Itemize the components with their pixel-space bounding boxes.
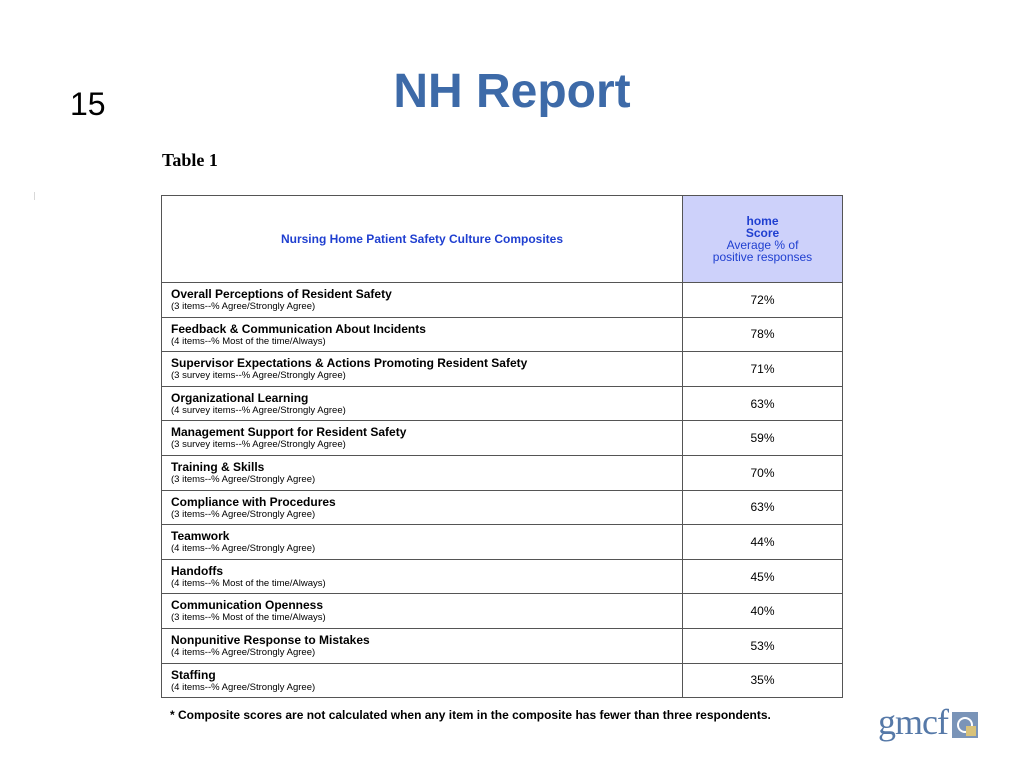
composite-score: 70% — [683, 455, 843, 490]
table-row — [162, 283, 843, 318]
composite-cell — [162, 663, 683, 698]
decorative-mark — [34, 192, 35, 200]
composite-items: (3 survey items--% Agree/Strongly Agree) — [171, 439, 346, 451]
composite-score: 40% — [683, 594, 843, 629]
table-row — [162, 317, 843, 352]
composite-items: (3 items--% Agree/Strongly Agree) — [171, 473, 316, 485]
composite-cell — [162, 594, 683, 629]
composite-items: (4 items--% Agree/Strongly Agree) — [171, 543, 316, 555]
composite-name: Staffing — [171, 667, 216, 682]
composite-name: Feedback & Communication About Incidents — [171, 321, 426, 336]
composite-name: Overall Perceptions of Resident Safety — [171, 287, 392, 301]
table-row — [162, 352, 843, 387]
composite-name: Compliance with Procedures — [171, 494, 336, 509]
table-header-row — [162, 196, 843, 283]
composite-items: (4 items--% Agree/Strongly Agree) — [171, 646, 316, 658]
composite-score: 44% — [683, 525, 843, 560]
composite-name: Communication Openness — [171, 598, 324, 613]
composite-items: (3 items--% Agree/Strongly Agree) — [171, 508, 316, 520]
composite-score: 35% — [683, 663, 843, 698]
composite-items: (4 survey items--% Agree/Strongly Agree) — [171, 404, 346, 416]
header-score-line1: home — [746, 214, 779, 228]
composite-cell — [162, 525, 683, 560]
composite-cell — [162, 317, 683, 352]
composite-items: (4 items--% Agree/Strongly Agree) — [171, 681, 316, 693]
header-score-line3: Average % of — [726, 238, 799, 252]
composite-cell — [162, 490, 683, 525]
table-row — [162, 559, 843, 594]
slide-title: NH Report — [393, 65, 631, 118]
table-caption: Table 1 — [162, 150, 218, 170]
composite-name: Handoffs — [171, 563, 223, 578]
table-row — [162, 421, 843, 456]
composite-cell — [162, 559, 683, 594]
slide-number: 15 — [70, 86, 106, 122]
composite-score: 59% — [683, 421, 843, 456]
composite-name: Organizational Learning — [171, 390, 309, 405]
composite-items: (4 items--% Most of the time/Always) — [171, 577, 326, 589]
composite-cell — [162, 628, 683, 663]
table-row — [162, 386, 843, 421]
composite-score: 63% — [683, 490, 843, 525]
composite-cell — [162, 421, 683, 456]
table-row — [162, 663, 843, 698]
table-row — [162, 628, 843, 663]
table-row — [162, 455, 843, 490]
footnote: * Composite scores are not calculated when any item in the composite has fewer than three respondents. — [170, 708, 771, 722]
composite-items: (3 items--% Most of the time/Always) — [171, 612, 326, 624]
logo-text: gmcf — [878, 702, 948, 742]
composite-name: Management Support for Resident Safety — [171, 425, 407, 440]
composite-score: 71% — [683, 352, 843, 387]
composite-score: 78% — [683, 317, 843, 352]
composite-cell — [162, 283, 683, 318]
gmcf-logo — [878, 700, 978, 744]
composite-name: Supervisor Expectations & Actions Promoting Resident Safety — [171, 356, 528, 371]
composite-name: Training & Skills — [171, 459, 265, 474]
header-score-line2: Score — [745, 226, 780, 240]
composite-items: (3 survey items--% Agree/Strongly Agree) — [171, 370, 346, 382]
composite-score: 45% — [683, 559, 843, 594]
table-row — [162, 594, 843, 629]
composite-items: (4 items--% Most of the time/Always) — [171, 335, 326, 347]
composite-items: (3 items--% Agree/Strongly Agree) — [171, 301, 316, 312]
composite-name: Nonpunitive Response to Mistakes — [171, 632, 370, 647]
composite-name: Teamwork — [171, 529, 230, 544]
composites-table — [161, 195, 843, 698]
composite-cell — [162, 455, 683, 490]
gmcf-logo-icon — [952, 712, 978, 738]
table-row — [162, 525, 843, 560]
composite-cell — [162, 386, 683, 421]
composite-score: 63% — [683, 386, 843, 421]
table-row — [162, 490, 843, 525]
header-score-line4: positive responses — [712, 250, 813, 264]
header-composites: Nursing Home Patient Safety Culture Composites — [162, 196, 683, 283]
header-score — [683, 196, 843, 283]
composite-cell — [162, 352, 683, 387]
composite-score: 53% — [683, 628, 843, 663]
composite-score: 72% — [683, 283, 843, 318]
